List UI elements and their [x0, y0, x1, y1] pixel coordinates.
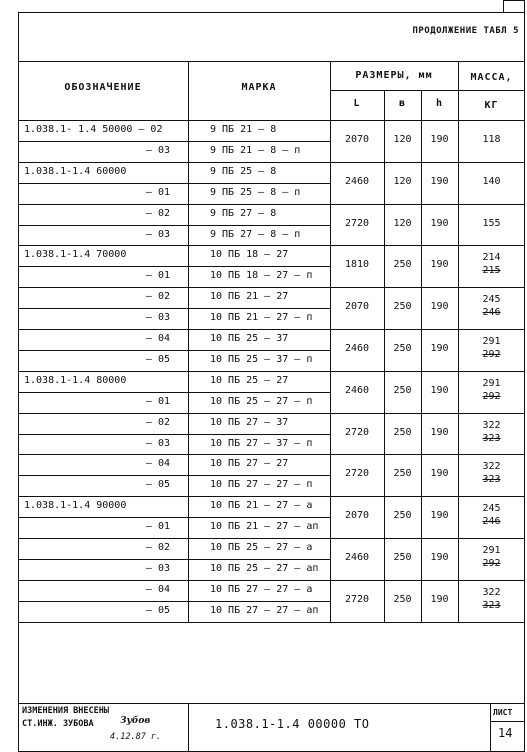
group-mass-old: 323	[482, 474, 501, 486]
group-L: 1810	[344, 259, 370, 271]
row-designation: 1.038.1- 1.4 50000 – 02	[24, 124, 163, 135]
group-line	[330, 329, 525, 330]
row-designation: – 03	[145, 312, 170, 324]
group-L: 2720	[344, 468, 370, 480]
row-mark: 10 ПБ 21 – 27 – п	[210, 312, 313, 324]
group-h: 190	[430, 175, 449, 187]
mass-subheader-line	[458, 90, 525, 91]
group-h: 190	[430, 551, 449, 563]
row-line	[18, 329, 330, 330]
group-L: 2460	[344, 551, 370, 563]
row-designation: – 01	[145, 521, 170, 533]
group-mass-old: 323	[482, 432, 501, 444]
group-L: 2460	[344, 342, 370, 354]
group-L: 2460	[344, 384, 370, 396]
group-mass-old: 292	[482, 390, 501, 402]
group-line	[330, 580, 525, 581]
row-designation: 1.038.1-1.4 60000	[24, 165, 127, 177]
row-mark: 9 ПБ 27 – 8 – п	[210, 228, 301, 240]
sheet-label: ЛИСТ	[493, 708, 513, 717]
sheet-divider	[490, 703, 491, 752]
group-b: 120	[393, 217, 412, 229]
group-line	[330, 413, 525, 414]
group-line	[330, 454, 525, 455]
group-mass-old: 292	[482, 348, 501, 360]
sizes-subheader-line	[330, 90, 458, 91]
row-mark: 10 ПБ 25 – 37 – п	[210, 353, 313, 365]
group-mass: 155	[482, 217, 501, 229]
section-line	[18, 245, 330, 246]
row-mark: 10 ПБ 21 – 27	[210, 291, 289, 303]
row-line	[18, 287, 330, 288]
group-mass: 322	[482, 419, 501, 431]
row-line	[18, 350, 330, 351]
section-line	[18, 371, 330, 372]
row-mark: 9 ПБ 21 – 8	[210, 124, 277, 135]
group-mass-old: 323	[482, 599, 501, 611]
row-mark: 10 ПБ 21 – 27 – ап	[210, 521, 319, 533]
group-b: 250	[393, 551, 412, 563]
row-mark: 10 ПБ 27 – 37 – п	[210, 437, 313, 449]
group-b: 250	[393, 301, 412, 313]
change-date: 4.12.87 г.	[110, 732, 162, 742]
group-L: 2720	[344, 593, 370, 605]
row-designation: 1.038.1-1.4 80000	[24, 374, 127, 386]
group-h: 190	[430, 301, 449, 313]
row-designation: – 05	[145, 353, 170, 365]
group-mass: 291	[482, 335, 501, 347]
group-mass-old: 215	[482, 265, 501, 277]
table-top-line	[18, 61, 525, 62]
group-b: 120	[393, 175, 412, 187]
row-line	[18, 601, 330, 602]
group-line	[330, 204, 525, 205]
group-mass-old: 246	[482, 307, 501, 319]
row-designation: – 03	[145, 228, 170, 240]
header-b: в	[398, 98, 407, 109]
row-designation: – 04	[145, 458, 170, 470]
row-designation: 1.038.1-1.4 70000	[24, 249, 127, 261]
row-line	[18, 538, 330, 539]
row-line	[18, 559, 330, 560]
group-line	[330, 162, 525, 163]
row-mark: 10 ПБ 27 – 27	[210, 458, 289, 470]
row-line	[18, 454, 330, 455]
changes-note: ИЗМЕНЕНИЯ ВНЕСЕНЫ	[22, 706, 109, 716]
header-designation: ОБОЗНАЧЕНИЕ	[64, 82, 142, 93]
group-mass: 245	[482, 503, 501, 515]
group-line	[330, 287, 525, 288]
corner-box	[503, 0, 525, 12]
row-designation: – 02	[145, 291, 170, 303]
group-b: 250	[393, 593, 412, 605]
group-b: 120	[393, 133, 412, 145]
row-designation: 1.038.1-1.4 90000	[24, 500, 127, 512]
section-line	[18, 496, 330, 497]
col-divider-L	[384, 90, 385, 622]
row-designation: – 05	[145, 479, 170, 491]
row-mark: 9 ПБ 21 – 8 – п	[210, 144, 301, 156]
row-mark: 10 ПБ 25 – 27 – ап	[210, 562, 319, 574]
group-mass: 322	[482, 461, 501, 473]
row-mark: 10 ПБ 25 – 27	[210, 374, 289, 386]
row-mark: 9 ПБ 25 – 8	[210, 165, 277, 177]
col-divider-b	[421, 90, 422, 622]
group-line	[330, 538, 525, 539]
table-bottom-line	[18, 622, 525, 623]
group-mass: 118	[482, 133, 501, 145]
signature: Зубов	[120, 716, 151, 726]
group-h: 190	[430, 593, 449, 605]
group-h: 190	[430, 510, 449, 522]
row-mark: 10 ПБ 25 – 27 – п	[210, 395, 313, 407]
row-mark: 10 ПБ 18 – 27	[210, 249, 289, 261]
row-line	[18, 141, 330, 142]
group-b: 250	[393, 468, 412, 480]
group-L: 2070	[344, 510, 370, 522]
group-h: 190	[430, 217, 449, 229]
row-mark: 10 ПБ 25 – 37	[210, 333, 289, 344]
header-L: L	[353, 98, 361, 109]
group-b: 250	[393, 342, 412, 354]
row-mark: 10 ПБ 18 – 27 – п	[210, 270, 313, 282]
group-b: 250	[393, 426, 412, 438]
sheet-line	[490, 721, 525, 722]
row-mark: 10 ПБ 27 – 27 – а	[210, 583, 313, 595]
engineer-name: СТ.ИНЖ. ЗУБОВА	[22, 719, 94, 729]
row-designation: – 04	[145, 333, 170, 344]
group-L: 2720	[344, 217, 370, 229]
group-h: 190	[430, 468, 449, 480]
group-h: 190	[430, 133, 449, 145]
group-h: 190	[430, 426, 449, 438]
row-line	[18, 434, 330, 435]
row-designation: – 02	[145, 416, 170, 428]
row-line	[18, 266, 330, 267]
group-L: 2070	[344, 133, 370, 145]
group-h: 190	[430, 342, 449, 354]
row-line	[18, 517, 330, 518]
header-sizes: РАЗМЕРЫ, мм	[355, 70, 433, 81]
header-mass-unit: КГ	[484, 100, 499, 111]
row-designation: – 01	[145, 186, 170, 198]
header-mass: МАССА,	[470, 72, 513, 83]
group-line	[330, 245, 525, 246]
group-mass: 140	[482, 175, 501, 187]
header-mark: МАРКА	[241, 82, 277, 93]
group-L: 2070	[344, 301, 370, 313]
row-mark: 9 ПБ 25 – 8 – п	[210, 186, 301, 198]
stamp-divider	[188, 703, 189, 752]
row-mark: 10 ПБ 25 – 27 – а	[210, 542, 313, 553]
header-h: h	[435, 98, 444, 109]
row-mark: 10 ПБ 27 – 37	[210, 416, 289, 428]
sheet-number: 14	[498, 726, 513, 740]
group-mass-old: 246	[482, 516, 501, 528]
continuation-label: ПРОДОЛЖЕНИЕ ТАБЛ 5	[412, 26, 519, 36]
group-mass: 245	[482, 294, 501, 306]
row-designation: – 02	[145, 542, 170, 553]
row-mark: 10 ПБ 21 – 27 – а	[210, 500, 313, 512]
row-line	[18, 183, 330, 184]
group-b: 250	[393, 510, 412, 522]
row-line	[18, 580, 330, 581]
row-designation: – 03	[145, 144, 170, 156]
group-mass: 291	[482, 544, 501, 556]
row-line	[18, 392, 330, 393]
group-L: 2720	[344, 426, 370, 438]
row-mark: 9 ПБ 27 – 8	[210, 207, 277, 219]
row-mark: 10 ПБ 27 – 27 – ап	[210, 604, 319, 616]
document-code: 1.038.1-1.4 00000 ТО	[215, 717, 370, 731]
group-L: 2460	[344, 175, 370, 187]
group-mass: 214	[482, 252, 501, 264]
row-line	[18, 225, 330, 226]
group-mass: 322	[482, 586, 501, 598]
row-line	[18, 308, 330, 309]
row-designation: – 02	[145, 207, 170, 219]
group-b: 250	[393, 384, 412, 396]
row-line	[18, 475, 330, 476]
row-line	[18, 204, 330, 205]
row-designation: – 01	[145, 395, 170, 407]
row-designation: – 05	[145, 604, 170, 616]
group-mass-old: 292	[482, 557, 501, 569]
row-mark: 10 ПБ 27 – 27 – п	[210, 479, 313, 491]
row-line	[18, 413, 330, 414]
row-designation: – 01	[145, 270, 170, 282]
group-b: 250	[393, 259, 412, 271]
group-h: 190	[430, 259, 449, 271]
stamp-top-line	[18, 703, 525, 704]
group-line	[330, 371, 525, 372]
row-designation: – 03	[145, 437, 170, 449]
section-line	[18, 162, 330, 163]
group-line	[330, 496, 525, 497]
group-mass: 291	[482, 377, 501, 389]
row-designation: – 03	[145, 562, 170, 574]
row-designation: – 04	[145, 583, 170, 595]
header-bottom-line	[18, 120, 525, 121]
group-h: 190	[430, 384, 449, 396]
